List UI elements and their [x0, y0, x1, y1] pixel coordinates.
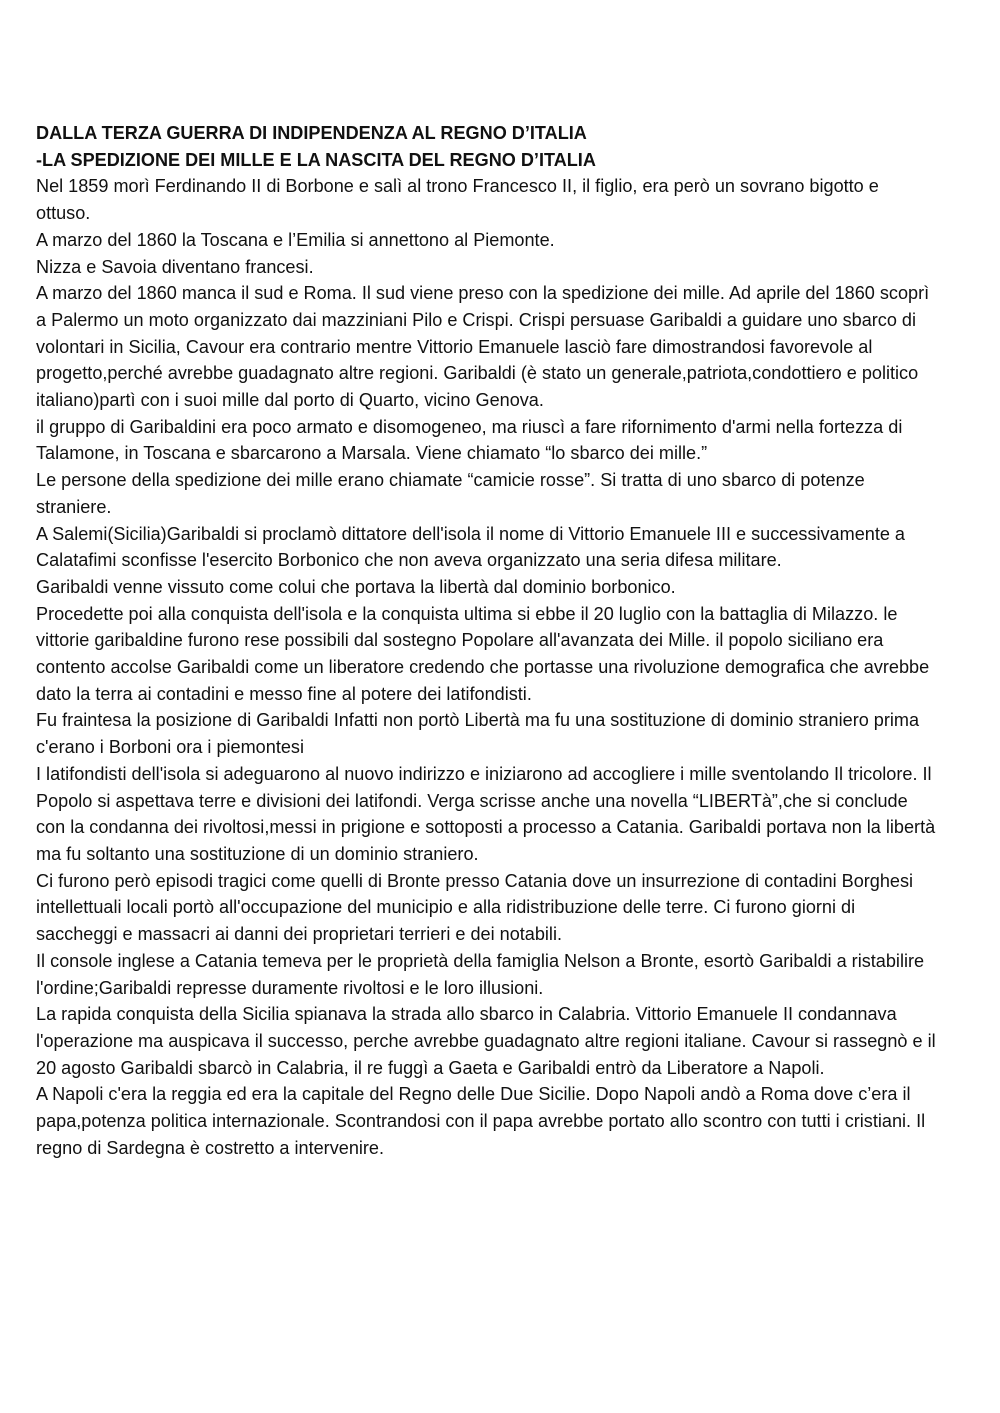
paragraph: Il console inglese a Catania temeva per le proprietà della famiglia Nelson a Bronte, esortò Garibaldi a ristabilire l'ordine;Garibaldi represse duramente rivoltosi e le loro illusioni. — [36, 950, 925, 998]
paragraph: A Salemi(Sicilia)Garibaldi si proclamò dittatore dell'isola il nome di Vittorio Emanuele III e successivamente a Calatafimi sconfisse l'esercito Borbonico che non aveva organizzato una seria difesa militare. — [36, 523, 905, 571]
paragraph: La rapida conquista della Sicilia spianava la strada allo sbarco in Calabria. Vittorio Emanuele II condannava l'operazione ma auspicava il successo, perche avrebbe guadagnato altre regioni italiane. Cavour si rassegnò e il 20 agosto Garibaldi sbarcò in Calabria, il re fuggì a Gaeta e Garibaldi entrò da Liberatore a Napoli. — [36, 1004, 936, 1078]
paragraph: Garibaldi venne vissuto come colui che portava la libertà dal dominio borbonico. — [36, 576, 676, 597]
paragraph: Nel 1859 morì Ferdinando II di Borbone e salì al trono Francesco II, il figlio, era però un sovrano bigotto e ottuso. — [36, 176, 879, 224]
paragraph: il gruppo di Garibaldini era poco armato e disomogeneo, ma riuscì a fare rifornimento d'armi nella fortezza di Talamone, in Toscana e sbarcarono a Marsala. Viene chiamato “lo sbarco dei mille.” — [36, 416, 903, 464]
paragraph: A marzo del 1860 manca il sud e Roma. Il sud viene preso con la spedizione dei mille. Ad aprile del 1860 scoprì a Palermo un moto organizzato dai mazziniani Pilo e Crispi. Crispi persuase Garibaldi a guidare uno sbarco di volontari in Sicilia, Cavour era contrario mentre Vittorio Emanuele lasciò fare dimostrandosi favorevole al progetto,perché avrebbe guadagnato altre regioni. Garibaldi (è stato un generale,patriota,condottiero e politico italiano)partì con i suoi mille dal porto di Quarto, vicino Genova. — [36, 283, 930, 411]
document-page — [36, 120, 936, 1161]
paragraph: A marzo del 1860 la Toscana e l’Emilia si annettono al Piemonte. — [36, 229, 555, 250]
paragraph: Fu fraintesa la posizione di Garibaldi Infatti non portò Libertà ma fu una sostituzione di dominio straniero prima c'erano i Borboni ora i piemontesi — [36, 710, 920, 758]
paragraph: Nizza e Savoia diventano francesi. — [36, 256, 314, 277]
paragraph: Procedette poi alla conquista dell'isola e la conquista ultima si ebbe il 20 luglio con la battaglia di Milazzo. le vittorie garibaldine furono rese possibili dal sostegno Popolare all'avanzata dei Mille. il popolo siciliano era contento accolse Garibaldi come un liberatore credendo che portasse una rivoluzione demografica che avrebbe dato la terra ai contadini e messo fine al potere dei latifondisti. — [36, 603, 930, 704]
paragraph: Ci furono però episodi tragici come quelli di Bronte presso Catania dove un insurrezione di contadini Borghesi intellettuali locali portò all'occupazione del municipio e alla ridistribuzione delle terre. Ci furono giorni di saccheggi e massacri ai danni dei proprietari terrieri e dei notabili. — [36, 870, 914, 945]
paragraph: I latifondisti dell'isola si adeguarono al nuovo indirizzo e iniziarono ad accogliere i mille sventolando Il tricolore. Il Popolo si aspettava terre e divisioni dei latifondi. Verga scrisse anche una novella “LIBERTà”,che si conclude con la condanna dei rivoltosi,messi in prigione e sottoposti a processo a Catania. Garibaldi portava non la libertà ma fu soltanto una sostituzione di un dominio straniero. — [36, 763, 936, 864]
paragraph: A Napoli c'era la reggia ed era la capitale del Regno delle Due Sicilie. Dopo Napoli andò a Roma dove c’era il papa,potenza politica internazionale. Scontrandosi con il papa avrebbe portato allo scontro con tutti i cristiani. Il regno di Sardegna è costretto a intervenire. — [36, 1084, 926, 1158]
document-title: DALLA TERZA GUERRA DI INDIPENDENZA AL REGNO D’ITALIA — [36, 123, 587, 143]
paragraph: Le persone della spedizione dei mille erano chiamate “camicie rosse”. Si tratta di uno sbarco di potenze straniere. — [36, 470, 865, 517]
document-subtitle: -LA SPEDIZIONE DEI MILLE E LA NASCITA DEL REGNO D’ITALIA — [36, 149, 596, 170]
